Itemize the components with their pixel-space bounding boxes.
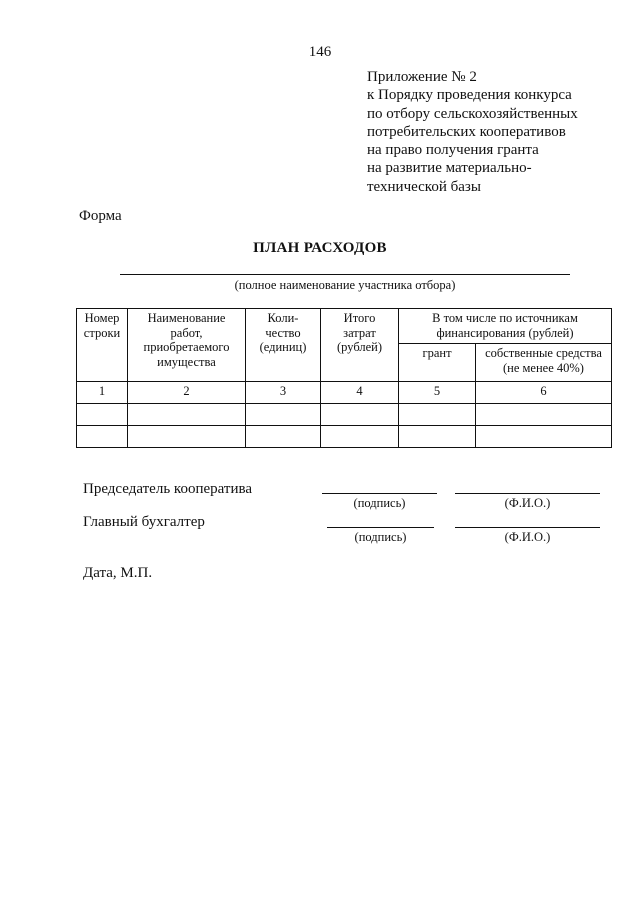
appendix-line: к Порядку проведения конкурса (367, 87, 572, 104)
appendix-line: Приложение № 2 (367, 69, 477, 85)
table-cell[interactable] (77, 404, 128, 426)
table-cell[interactable] (246, 404, 321, 426)
appendix-heading (367, 68, 627, 196)
chairman-signature-line[interactable] (322, 493, 437, 494)
participant-name-line[interactable] (120, 274, 570, 275)
table-cell[interactable] (399, 404, 476, 426)
header-own-funds: собственные средства (не менее 40%) (476, 344, 612, 382)
accountant-signature-caption: (подпись) (354, 530, 407, 544)
table-cell[interactable] (128, 404, 246, 426)
header-work-name: Наименование работ, приобретаемого имущества (128, 309, 246, 382)
expense-plan-table (76, 308, 612, 448)
header-row-number: Номер строки (77, 309, 128, 382)
accountant-fio-caption: (Ф.И.О.) (504, 530, 551, 544)
chairman-fio-line[interactable] (455, 493, 600, 494)
table-cell[interactable] (321, 404, 399, 426)
accountant-fio-line[interactable] (455, 527, 600, 528)
header-quantity: Коли- чество (единиц) (246, 309, 321, 382)
accountant-signature-line[interactable] (327, 527, 434, 528)
participant-name-caption: (полное наименование участника отбора) (234, 278, 456, 292)
table-cell[interactable] (476, 426, 612, 448)
chairman-fio-caption: (Ф.И.О.) (504, 496, 551, 510)
table-cell[interactable] (128, 426, 246, 448)
chairman-label: Председатель кооператива (83, 481, 253, 497)
column-number-row (77, 382, 612, 404)
column-number: 1 (77, 382, 128, 404)
appendix-line: по отбору сельскохозяйственных (367, 105, 578, 122)
table-header-row (77, 309, 612, 344)
chairman-signature-caption: (подпись) (353, 496, 406, 510)
table-cell[interactable] (321, 426, 399, 448)
accountant-label: Главный бухгалтер (83, 514, 205, 530)
page-number: 146 (308, 44, 332, 60)
document-title: ПЛАН РАСХОДОВ (253, 240, 387, 256)
table-cell[interactable] (476, 404, 612, 426)
appendix-line: потребительских кооперативов (367, 123, 566, 140)
column-number: 2 (128, 382, 246, 404)
table-row (77, 404, 612, 426)
header-total: Итого затрат (рублей) (321, 309, 399, 382)
header-funding-sources: В том числе по источникам финансирования (рублей) (399, 309, 612, 344)
appendix-line: технической базы (367, 178, 481, 195)
appendix-line: на развитие материально- (367, 160, 532, 177)
table-cell[interactable] (399, 426, 476, 448)
column-number: 6 (476, 382, 612, 404)
appendix-line: на право получения гранта (367, 142, 539, 159)
date-stamp-label: Дата, М.П. (83, 565, 153, 581)
table-cell[interactable] (246, 426, 321, 448)
column-number: 4 (321, 382, 399, 404)
form-label: Форма (79, 208, 122, 224)
table-cell[interactable] (77, 426, 128, 448)
table-row (77, 426, 612, 448)
column-number: 5 (399, 382, 476, 404)
column-number: 3 (246, 382, 321, 404)
header-grant: грант (399, 344, 476, 382)
